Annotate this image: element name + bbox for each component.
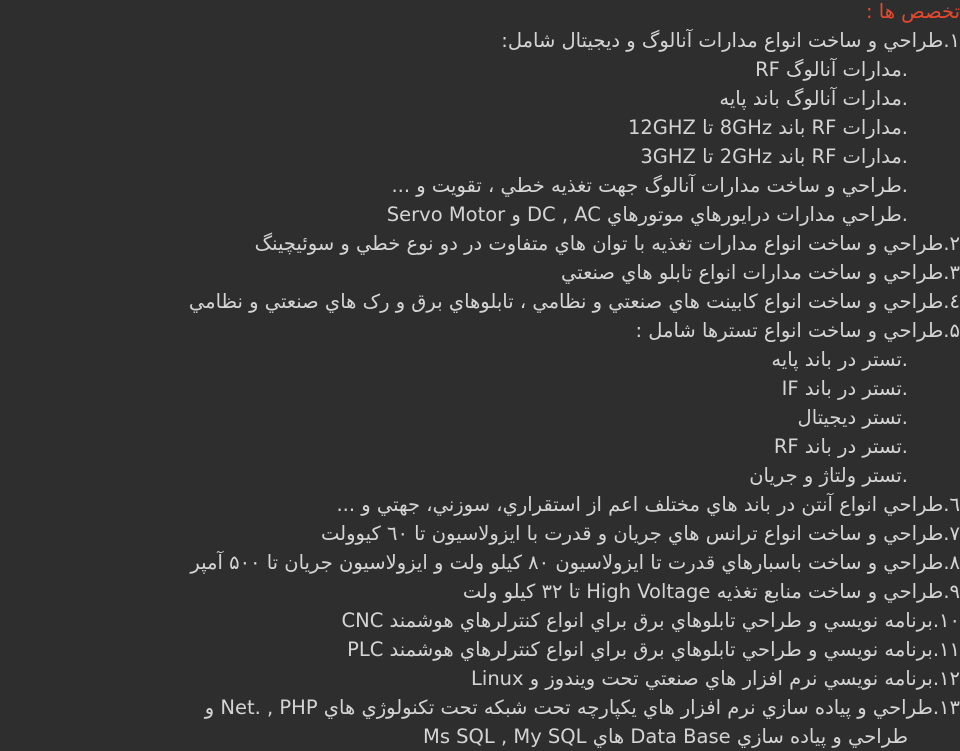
list-item: ۱۱.برنامه نويسي و طراحي تابلوهاي برق براي انواع کنترلرهاي هوشمند PLC (347, 638, 960, 661)
list-subitem: .طراحي و ساخت مدارات آنالوگ جهت تغذيه خطي ، تقويت و ... (391, 174, 908, 197)
list-subitem: .مدارات آنالوگ RF (755, 58, 908, 81)
list-subitem: .مدارات RF باند 8GHz تا 12GHZ (627, 116, 908, 139)
list-item-continuation: طراحي و پياده سازي Data Base هاي Ms SQL , My SQL (423, 725, 908, 748)
list-subitem: .تستر ديجيتال (797, 406, 908, 429)
section-heading: تخصص ها : (865, 0, 960, 23)
list-item: ۷.طراحي و ساخت انواع ترانس هاي جريان و قدرت با ايزولاسيون تا ٦۰ کيوولت (321, 522, 960, 545)
list-item: ۱.طراحي و ساخت انواع مدارات آنالوگ و ديجيتال شامل: (501, 29, 960, 52)
list-item: ۱۳.طراحي و پياده سازي نرم افزار هاي يکپارچه تحت شبکه تحت تکنولوژي هاي Net. , PHP و (204, 696, 960, 719)
list-item: ٦.طراحي انواع آنتن در باند هاي مختلف اعم از استقراري، سوزني، جهتي و ... (336, 493, 960, 516)
list-subitem: .تستر ولتاژ و جريان (749, 464, 908, 487)
list-item: ۳.طراحي و ساخت مدارات انواع تابلو هاي صنعتي (560, 261, 960, 284)
list-item: ۱۲.برنامه نويسي نرم افزار هاي صنعتي تحت ويندوز و Linux (471, 667, 960, 690)
list-subitem: .طراحي مدارات درايورهاي موتورهاي DC , AC و Servo Motor (386, 203, 908, 226)
list-subitem: .مدارات آنالوگ باند پايه (719, 87, 908, 110)
list-item: ۱۰.برنامه نويسي و طراحي تابلوهاي برق براي انواع کنترلرهاي هوشمند CNC (341, 609, 960, 632)
list-item: ۲.طراحي و ساخت انواع مدارات تغذيه با توان هاي متفاوت در دو نوع خطي و سوئيچينگ (254, 232, 960, 255)
list-item: ۹.طراحي و ساخت منابع تغذيه High Voltage تا ۳۲ کيلو ولت (462, 580, 960, 603)
list-item: ٤.طراحي و ساخت انواع کابينت هاي صنعتي و نظامي ، تابلوهاي برق و رک هاي صنعتي و نظامي (188, 290, 960, 313)
list-subitem: .تستر در باند پايه (771, 348, 908, 371)
list-item: ۵.طراحي و ساخت انواع تسترها شامل : (635, 319, 960, 342)
list-subitem: .تستر در باند RF (773, 435, 908, 458)
list-subitem: .تستر در باند IF (781, 377, 908, 400)
list-subitem: .مدارات RF باند 2GHz تا 3GHZ (640, 145, 908, 168)
list-item: ۸.طراحي و ساخت باسبارهاي قدرت تا ايزولاسيون ۸۰ کيلو ولت و ايزولاسيون جريان تا ۵۰۰ آمپر (190, 551, 960, 574)
